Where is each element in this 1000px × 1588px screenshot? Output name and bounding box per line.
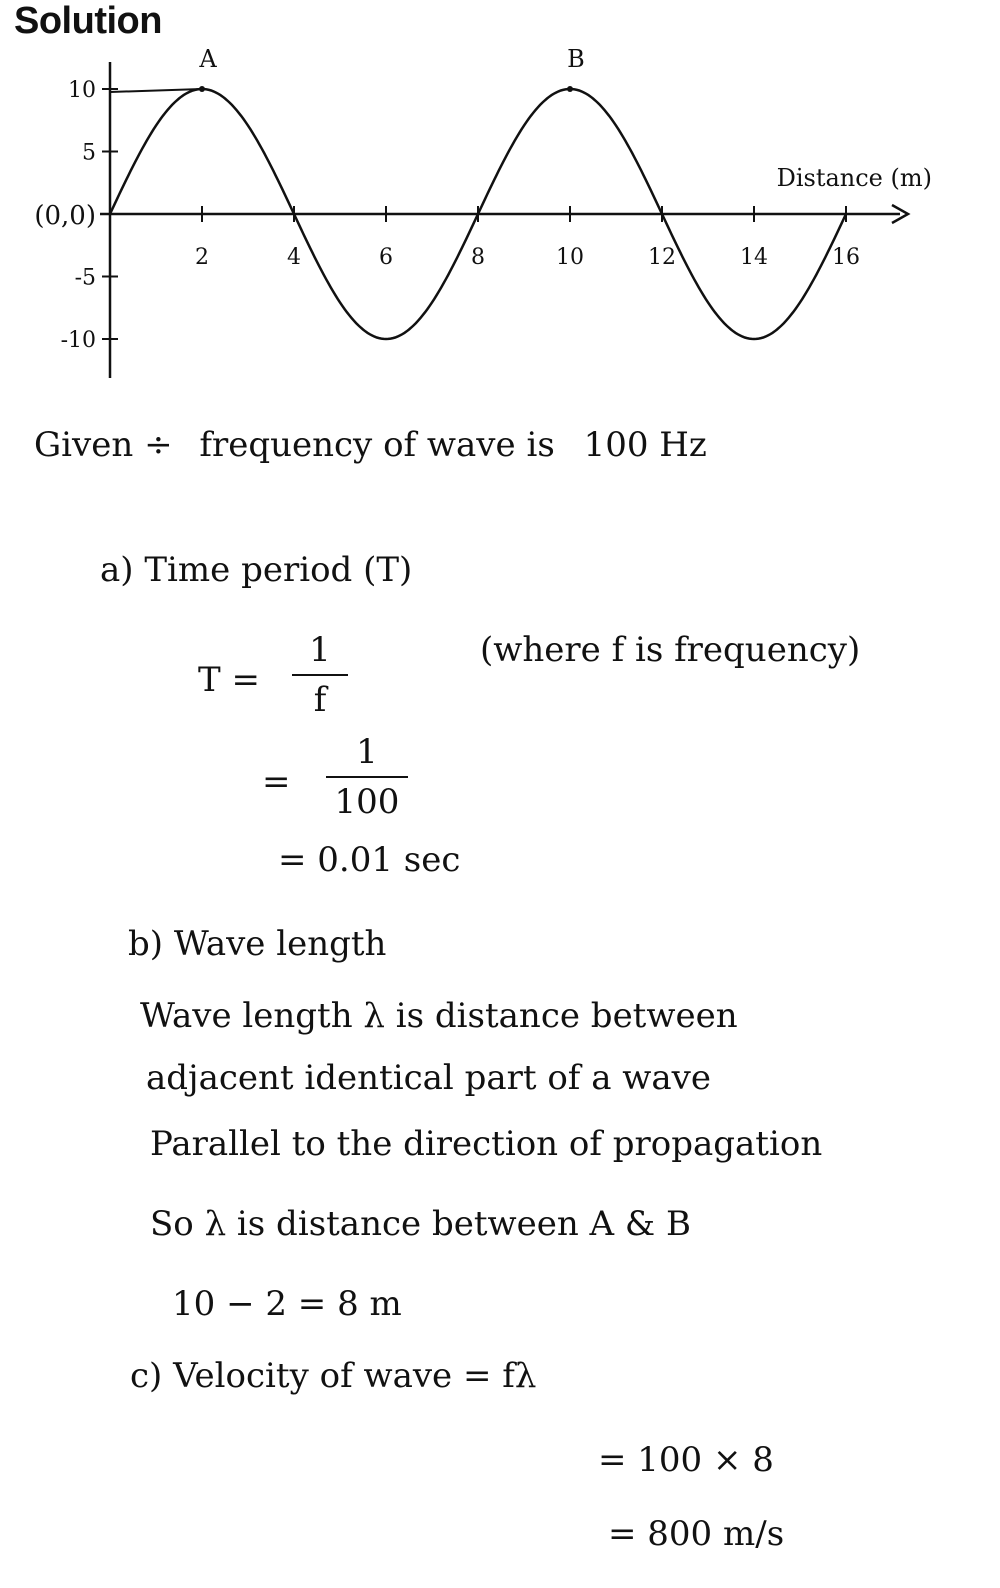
y-tick-label: 10 bbox=[68, 78, 96, 103]
period-result: = 0.01 sec bbox=[278, 840, 461, 880]
x-tick-label: 16 bbox=[832, 245, 860, 270]
fraction-numerator: 1 bbox=[309, 630, 331, 670]
part-b-line-2: adjacent identical part of a wave bbox=[146, 1058, 711, 1098]
period-fraction-2 bbox=[326, 732, 408, 822]
x-tick-label: 12 bbox=[648, 245, 676, 270]
given-line bbox=[34, 425, 707, 465]
period-note: (where f is frequency) bbox=[480, 630, 861, 670]
part-b-line-3: Parallel to the direction of propagation bbox=[150, 1124, 823, 1164]
crest-point bbox=[567, 86, 573, 92]
x-tick-label: 8 bbox=[471, 245, 485, 270]
x-tick-label: 14 bbox=[740, 245, 768, 270]
page-title: Solution bbox=[14, 0, 162, 42]
x-axis-label: Distance (m) bbox=[776, 164, 932, 192]
crest-label: B bbox=[567, 45, 585, 73]
part-b-heading: b) Wave length bbox=[128, 924, 387, 964]
y-tick-label: -5 bbox=[74, 265, 96, 291]
period-eq2: = bbox=[262, 762, 291, 802]
given-text: frequency of wave is bbox=[199, 425, 555, 465]
x-tick-label: 4 bbox=[287, 245, 301, 270]
part-c-heading: c) Velocity of wave = fλ bbox=[130, 1356, 537, 1396]
fraction2-denominator: 100 bbox=[334, 782, 400, 822]
wave-graph bbox=[0, 0, 1000, 400]
period-fraction bbox=[292, 630, 348, 720]
fraction-bar bbox=[292, 674, 348, 676]
x-tick-label: 2 bbox=[195, 245, 209, 270]
fraction2-numerator: 1 bbox=[356, 732, 378, 772]
part-b-line-4: So λ is distance between A & B bbox=[150, 1204, 691, 1244]
given-value: 100 Hz bbox=[583, 425, 707, 465]
crest-label: A bbox=[199, 45, 217, 73]
part-a-heading: a) Time period (T) bbox=[100, 550, 413, 590]
x-tick-label: 6 bbox=[379, 245, 393, 270]
given-label: Given ÷ bbox=[34, 425, 173, 465]
origin-label: (0,0) bbox=[34, 201, 96, 231]
x-tick-label: 10 bbox=[556, 245, 584, 270]
fraction-denominator: f bbox=[313, 680, 327, 720]
y-tick-label: 5 bbox=[82, 140, 96, 166]
y-tick-label: -10 bbox=[60, 328, 96, 353]
graph-axes bbox=[100, 62, 908, 378]
part-b-calc: 10 − 2 = 8 m bbox=[172, 1284, 402, 1324]
part-c-step-1: = 100 × 8 bbox=[598, 1440, 774, 1480]
part-c-step-2: = 800 m/s bbox=[608, 1514, 785, 1554]
fraction2-bar bbox=[326, 776, 408, 778]
period-lhs: T = bbox=[198, 660, 260, 700]
part-b-line-1: Wave length λ is distance between bbox=[140, 996, 738, 1036]
